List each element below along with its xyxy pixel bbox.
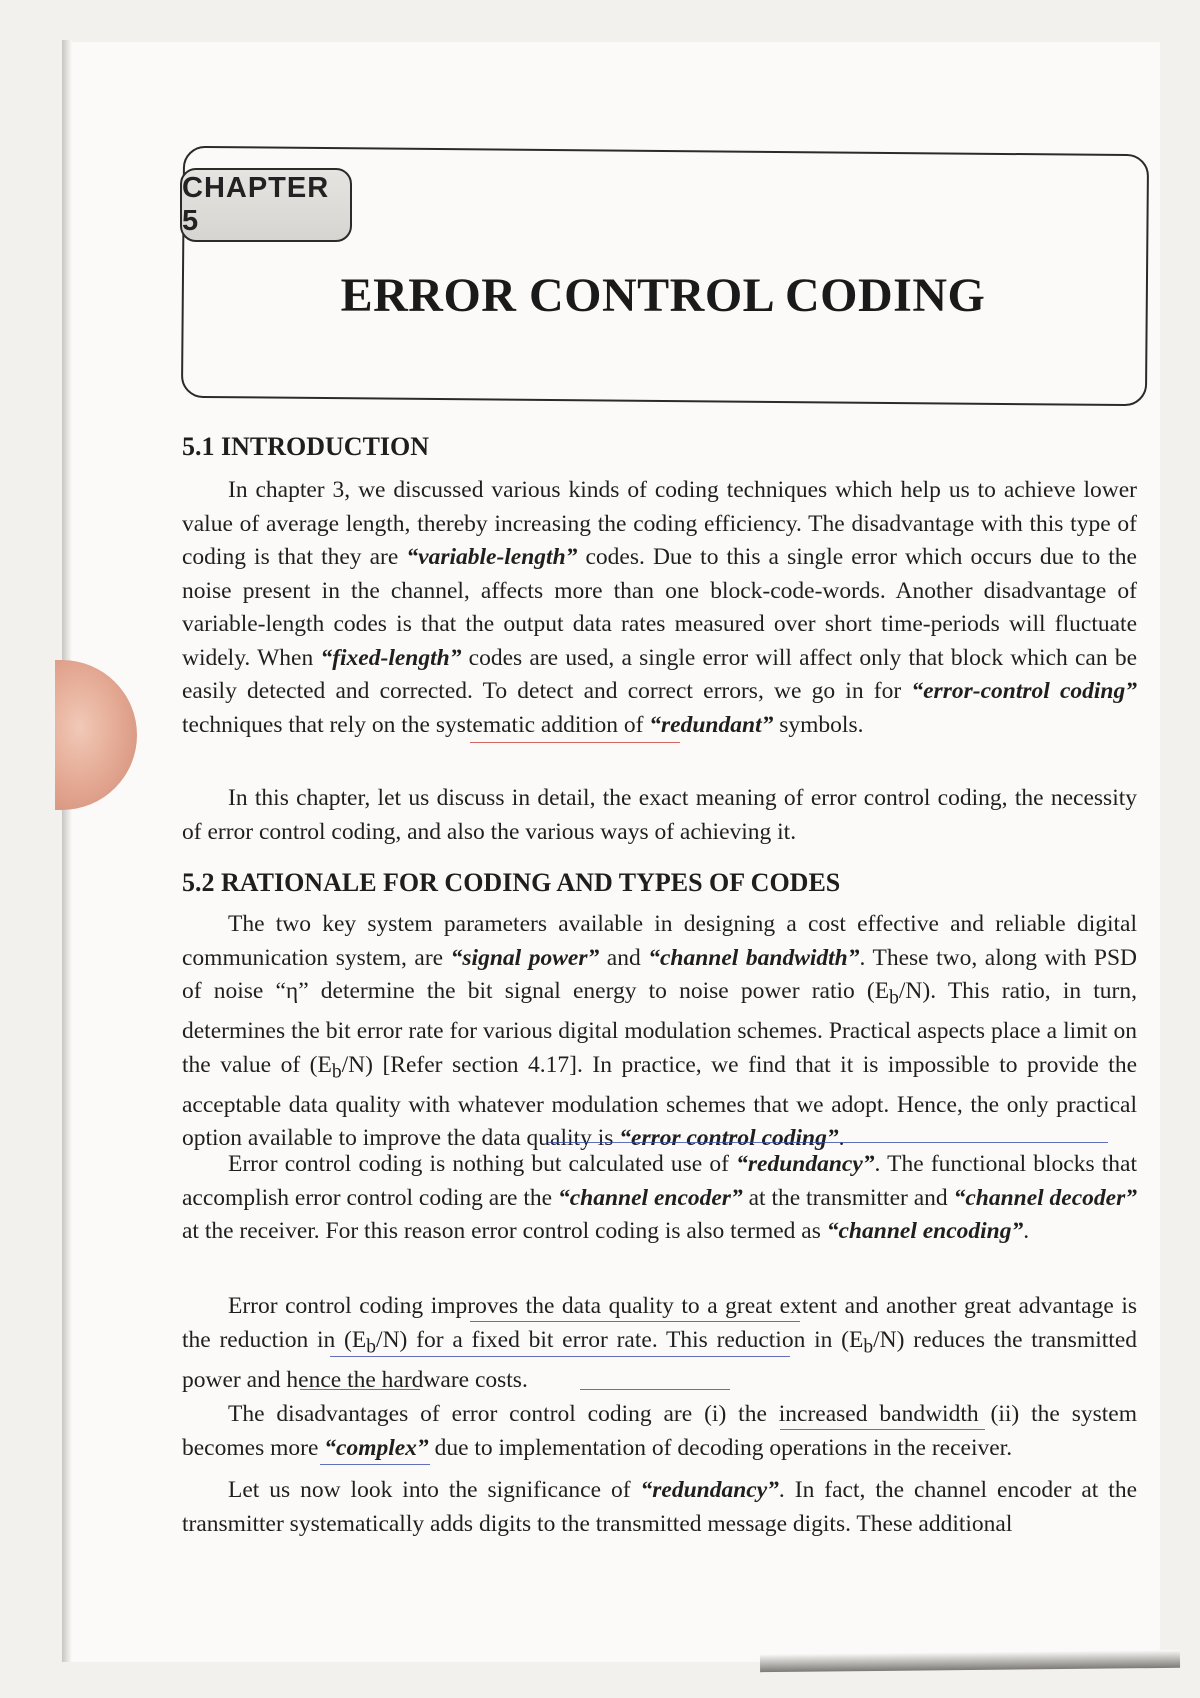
text-run: . <box>838 1125 845 1152</box>
emphasis-signal-power: “signal power” <box>450 944 600 971</box>
text-run: /N). This ratio, in turn, determines the bit error rate for various digital modulation schemes. Practical aspects place a limit on the value of (E <box>182 978 1137 1078</box>
section-heading-5-2: 5.2 RATIONALE FOR CODING AND TYPES OF CODES <box>182 868 841 897</box>
emphasis-channel-encoding: “channel encoding” <box>826 1218 1024 1244</box>
text-run: symbols. <box>773 711 864 738</box>
pen-underline <box>548 1142 1108 1143</box>
pen-underline <box>320 1464 430 1465</box>
page-spine-shadow <box>62 40 72 1662</box>
emphasis-channel-bandwidth: “channel bandwidth” <box>648 944 860 971</box>
text-run: The two key system parameters available in designing a cost effective and reliable digital communication system, are <box>182 911 1137 971</box>
pen-underline <box>470 742 680 743</box>
pen-underline <box>780 1429 985 1430</box>
chapter-title: ERROR CONTROL CODING <box>340 269 986 322</box>
text-run: and <box>599 944 649 971</box>
emphasis-redundancy: “redundancy” <box>736 1151 875 1177</box>
text-run: Error control coding is nothing but calculated use of <box>228 1151 737 1177</box>
subscript-b: b <box>366 1336 377 1358</box>
text-run: Error control coding improves the data quality to a great extent and another great advantage is the reduction in (E <box>182 1293 1137 1353</box>
text-run: /N) [Refer section 4.17]. In practice, we find that it is impossible to provide the acceptable data quality with whatever modulation schemes that we adopt. Hence, the only practical option available to improve the data quality is <box>182 1051 1138 1152</box>
text-run: In chapter 3, we discussed various kinds of coding techniques which help us to achieve lower value of average length, thereby increasing the coding efficiency. The disadvantage with this type of coding is that they are <box>182 477 1137 570</box>
text-run: at the receiver. For this reason error control coding is also termed as <box>182 1218 827 1244</box>
pen-underline <box>580 1389 730 1390</box>
emphasis-redundant: “redundant” <box>649 711 774 738</box>
page-bottom-shadow <box>760 1650 1180 1672</box>
text-run: codes. Due to this a single error which occurs due to the noise present in the channel, affects more than one block-code-words. Another disadvantage of variable-length codes is that the output data rates measured over short time-periods will fluctuate widely. When <box>182 544 1137 671</box>
emphasis-error-control-coding: “error control coding” <box>619 1125 839 1152</box>
paragraph-5-2-1 <box>182 908 1137 1156</box>
emphasis-channel-encoder: “channel encoder” <box>557 1184 743 1211</box>
text-run: In this chapter, let us discuss in detail, the exact meaning of error control coding, the necessity of error control coding, and also the various ways of achieving it. <box>182 785 1137 845</box>
text-run: /N) reduces the transmitted power and hence the hardware costs. <box>182 1326 1138 1393</box>
text-run: . In fact, the channel encoder at the transmitter systematically adds digits to the transmitted message digits. These additional <box>182 1477 1137 1537</box>
text-run: at the transmitter and <box>742 1184 954 1211</box>
pen-underline <box>330 1356 790 1357</box>
paragraph-5-2-2 <box>182 1148 1137 1249</box>
text-run: due to implementation of decoding operations in the receiver. <box>428 1434 1013 1461</box>
text-run: Let us now look into the significance of <box>228 1477 641 1503</box>
section-heading-5-1: 5.1 INTRODUCTION <box>182 432 430 461</box>
text-run: The disadvantages of error control coding are (i) the increased bandwidth (ii) the system becomes more <box>182 1401 1137 1461</box>
emphasis-complex: “complex” <box>324 1434 429 1461</box>
emphasis-variable-length: “variable-length” <box>406 544 578 570</box>
subscript-b: b <box>889 987 899 1009</box>
emphasis-redundancy: “redundancy” <box>640 1477 779 1503</box>
paragraph-5-2-5 <box>182 1474 1137 1541</box>
text-run: . <box>1023 1218 1030 1244</box>
paragraph-5-2-4 <box>182 1398 1137 1465</box>
text-run: techniques that rely on the systematic addition of <box>182 711 650 738</box>
emphasis-error-control-coding: “error-control coding” <box>911 678 1137 704</box>
paragraph-5-2-3 <box>182 1290 1137 1397</box>
pen-underline <box>300 1389 420 1390</box>
paragraph-5-1-1 <box>182 474 1137 742</box>
paragraph-5-1-2 <box>182 782 1137 849</box>
text-run: codes are used, a single error will affect only that block which can be easily detected and corrected. To detect and correct errors, we go in for <box>182 644 1138 704</box>
text-run: . The functional blocks that accomplish error control coding are the <box>182 1151 1137 1211</box>
text-run: /N) for a fixed bit error rate. This reduction in (E <box>376 1326 864 1353</box>
emphasis-channel-decoder: “channel decoder” <box>953 1184 1137 1211</box>
pen-underline <box>470 1321 800 1322</box>
text-run: . These two, along with PSD of noise “η” determine the bit signal energy to noise power ratio (E <box>182 944 1137 1004</box>
emphasis-fixed-length: “fixed-length” <box>320 644 462 671</box>
chapter-label: CHAPTER 5 <box>182 172 330 237</box>
chapter-tab <box>180 168 352 242</box>
subscript-b: b <box>331 1061 342 1083</box>
subscript-b: b <box>863 1336 874 1358</box>
